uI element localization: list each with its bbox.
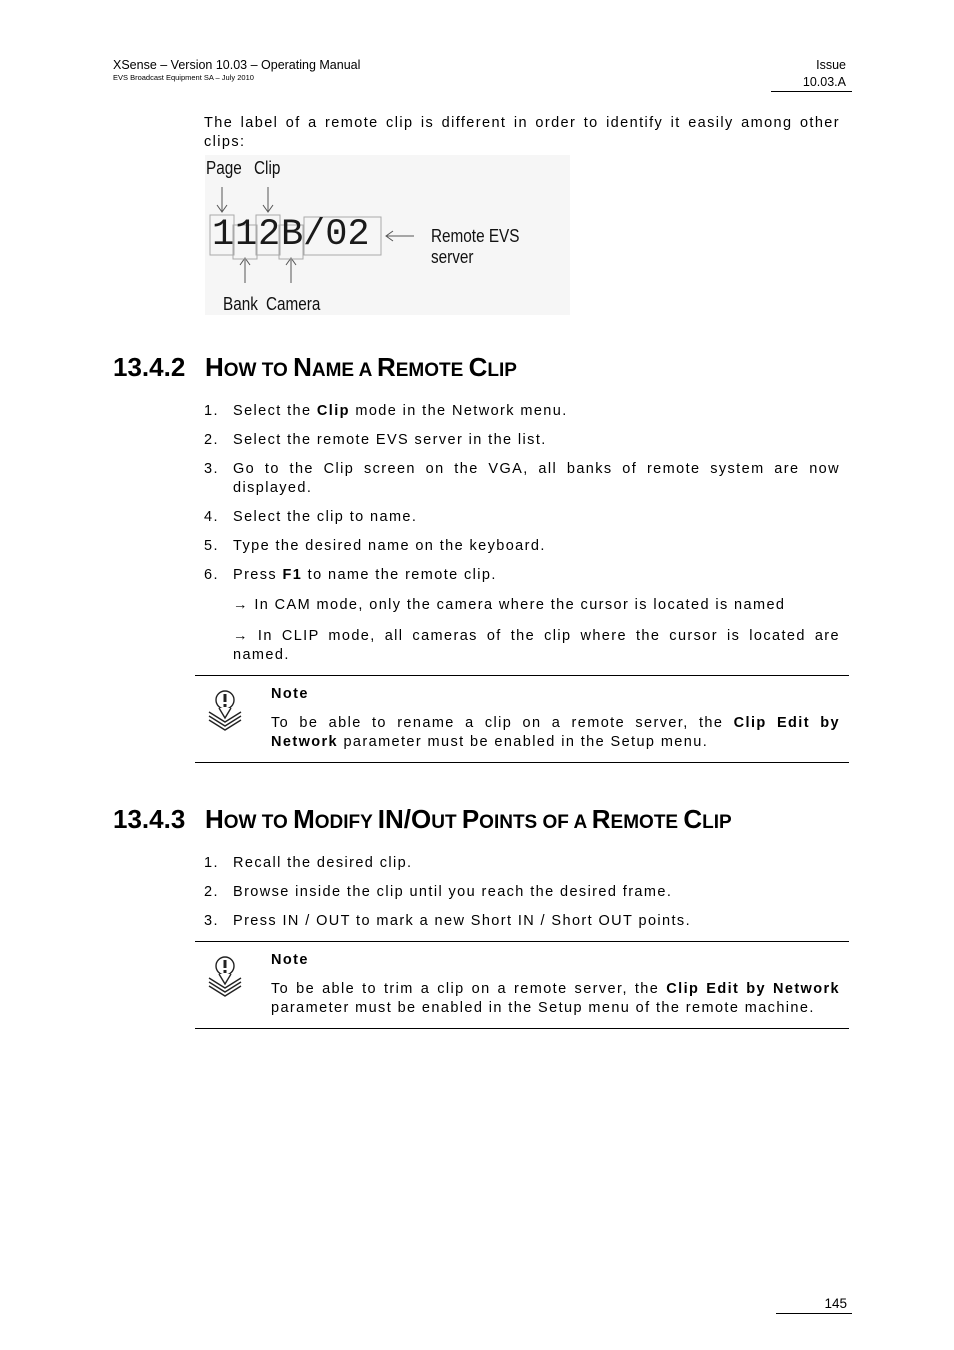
figure-label-page: Page [206, 158, 242, 178]
list-item: 4. Select the clip to name. [204, 509, 418, 525]
result-item: → In CAM mode, only the camera where the cursor is located is named [233, 597, 786, 613]
issue-value: 10.03.A [802, 75, 846, 89]
note-bottom-rule [195, 762, 849, 763]
intro-paragraph: The label of a remote clip is different in order to identify it easily among other clips: [204, 115, 840, 150]
figure-label-remote-server: Remote EVS server [431, 226, 520, 267]
list-item: 5. Type the desired name on the keyboard. [204, 538, 546, 554]
figure-code-bank: 1 [235, 214, 258, 256]
figure-code-server: /02 [303, 214, 370, 256]
note-top-rule [195, 675, 849, 676]
note-warning-icon [205, 686, 245, 734]
note-body: To be able to trim a clip on a remote server, the Clip Edit by Network parameter must be enabled in the Setup menu of the remote machine. [271, 981, 840, 1016]
note-top-rule [195, 941, 849, 942]
figure-code-page: 1 [212, 214, 235, 256]
right-arrow-icon: → [233, 597, 249, 613]
list-item: 2. Browse inside the clip until you reach the desired frame. [204, 884, 673, 900]
note-warning-icon [205, 952, 245, 1000]
list-item: 3. Go to the Clip screen on the VGA, all banks of remote system are now displayed. [204, 461, 840, 496]
list-item: 2. Select the remote EVS server in the list. [204, 432, 547, 448]
list-item: 3. Press IN / OUT to mark a new Short IN / Short OUT points. [204, 913, 691, 929]
note-title: Note [271, 952, 309, 968]
section-title: HOW TO NAME A REMOTE CLIP [205, 352, 517, 382]
figure-code-clip: 2 [258, 214, 281, 256]
note-body: To be able to rename a clip on a remote server, the Clip Edit by Network parameter must be enabled in the Setup menu. [271, 715, 840, 750]
section-heading-name-remote-clip [113, 352, 517, 383]
result-item: → In CLIP mode, all cameras of the clip where the cursor is located are named. [233, 628, 840, 663]
issue-label: Issue [816, 58, 846, 72]
section-title: HOW TO MODIFY IN/OUT POINTS OF A REMOTE CLIP [205, 804, 732, 834]
document-subtitle: EVS Broadcast Equipment SA – July 2010 [113, 73, 254, 82]
remote-clip-label-figure [205, 155, 570, 315]
footer-rule [776, 1313, 852, 1314]
section-heading-modify-in-out [113, 804, 732, 835]
section-number: 13.4.2 [113, 352, 186, 382]
note-title: Note [271, 686, 309, 702]
list-item: 1. Recall the desired clip. [204, 855, 413, 871]
page-number: 145 [824, 1296, 847, 1311]
document-title: XSense – Version 10.03 – Operating Manual [113, 58, 361, 72]
list-item: 6. Press F1 to name the remote clip. [204, 567, 497, 583]
right-arrow-icon: → [233, 628, 249, 644]
list-item: 1. Select the Clip mode in the Network menu. [204, 403, 568, 419]
figure-label-clip: Clip [254, 158, 281, 178]
note-bottom-rule [195, 1028, 849, 1029]
figure-label-camera: Camera [266, 294, 321, 314]
section-number: 13.4.3 [113, 804, 186, 834]
header-rule [771, 91, 852, 92]
figure-code-camera: B [281, 214, 304, 256]
figure-label-bank: Bank [223, 294, 258, 314]
